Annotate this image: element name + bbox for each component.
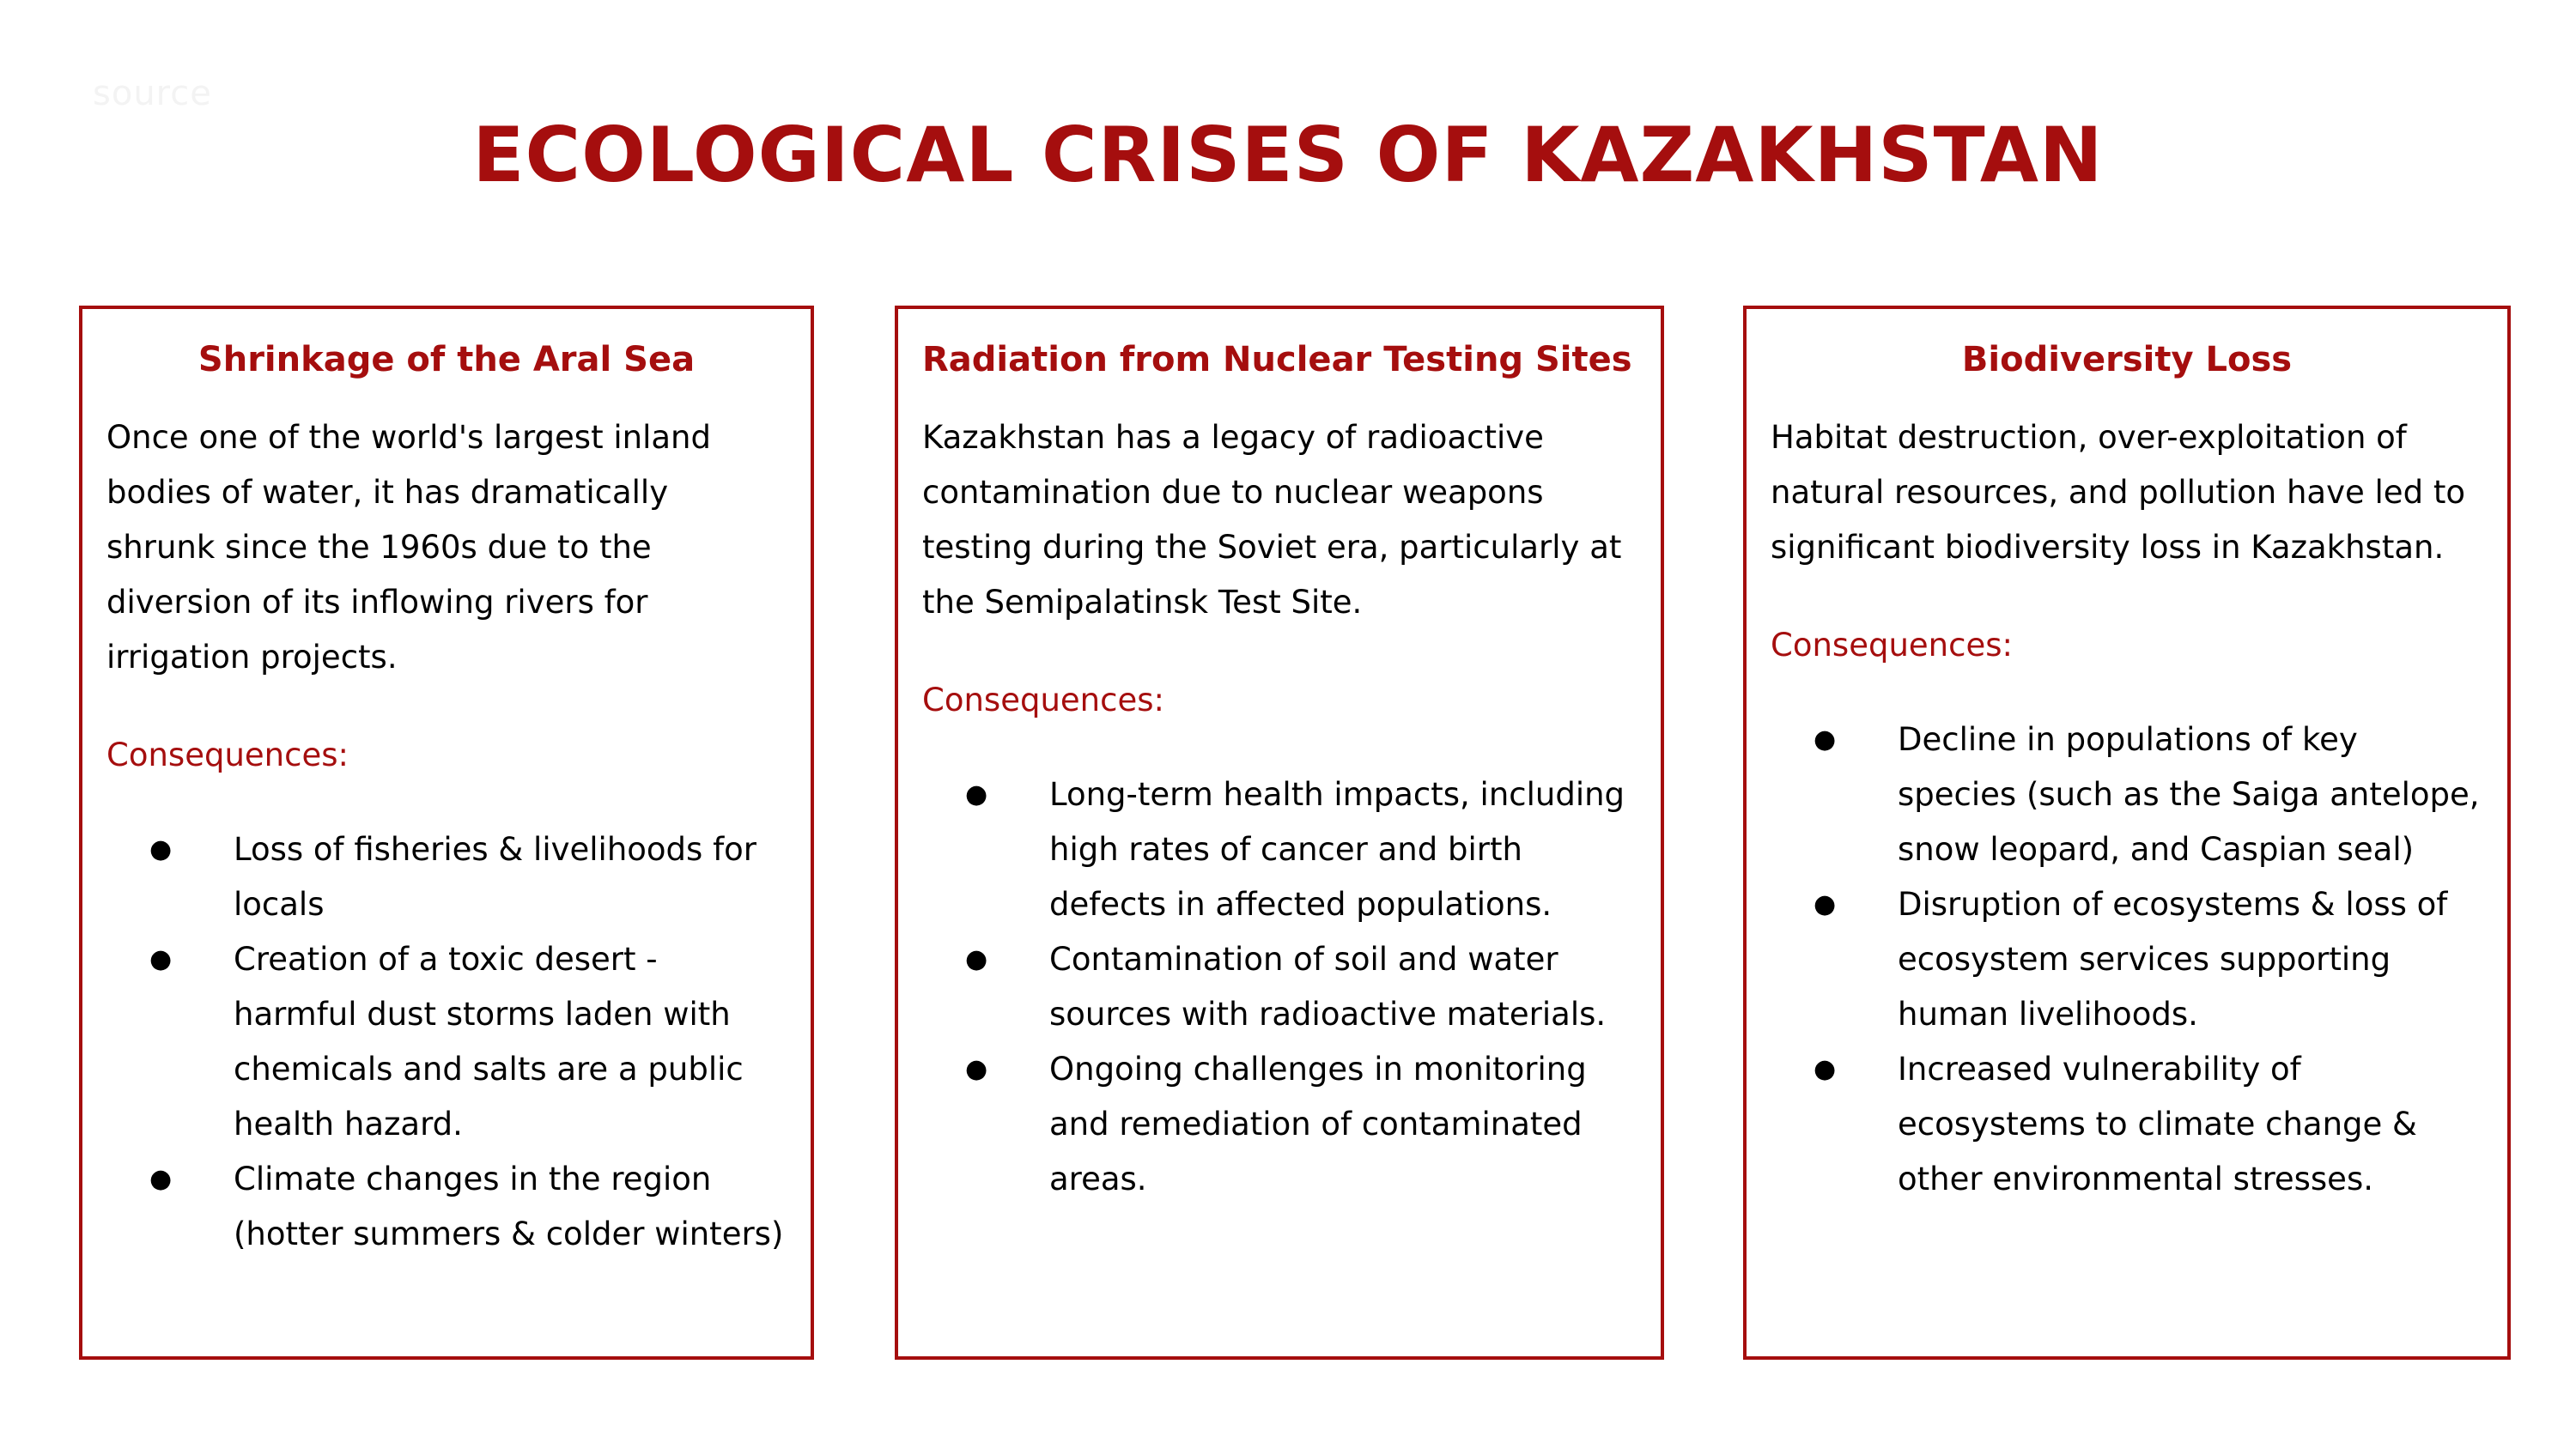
list-item-text: Contamination of soil and water sources with radioactive materials. <box>1049 941 1607 1033</box>
list-item-text: Disruption of ecosystems & loss of ecosystem services supporting human livelihoods. <box>1898 886 2448 1033</box>
list-item <box>922 767 1637 932</box>
consequences-label: Consequences: <box>1771 627 2013 664</box>
consequences-label: Consequences: <box>922 682 1164 718</box>
list-item-text: Increased vulnerability of ecosystems to climate change & other environmental stresses. <box>1898 1051 2417 1197</box>
consequences-label: Consequences: <box>106 737 349 773</box>
list-item-text: Creation of a toxic desert - harmful dust storms laden with chemicals and salts are a public health hazard. <box>234 941 744 1143</box>
consequences-list <box>1771 712 2483 1207</box>
list-item <box>106 822 787 932</box>
consequences-list <box>922 767 1637 1207</box>
list-item <box>1771 877 2483 1042</box>
bullet-dot-icon: ● <box>149 834 173 864</box>
card-nuclear-radiation <box>895 306 1664 1360</box>
list-item-text: Climate changes in the region (hotter summers & colder winters) <box>234 1161 784 1252</box>
card-description: Once one of the world's largest inland bodies of water, it has dramatically shrunk since the 1960s due to the diversion of its inflowing rivers for irrigation projects. <box>106 419 711 676</box>
list-item-text: Ongoing challenges in monitoring and remediation of contaminated areas. <box>1049 1051 1587 1197</box>
card-aral-sea <box>79 306 814 1360</box>
card-biodiversity-loss <box>1743 306 2511 1360</box>
page-title: ECOLOGICAL CRISES OF KAZAKHSTAN <box>472 111 2104 199</box>
consequences-list <box>106 822 787 1262</box>
bullet-dot-icon: ● <box>149 944 173 974</box>
bullet-dot-icon: ● <box>1814 724 1837 755</box>
list-item-text: Decline in populations of key species (such as the Saiga antelope, snow leopard, and Caspian seal) <box>1898 721 2480 868</box>
bullet-dot-icon: ● <box>149 1164 173 1194</box>
list-item-text: Loss of fisheries & livelihoods for locals <box>234 831 756 923</box>
card-title: Shrinkage of the Aral Sea <box>197 340 696 379</box>
card-description: Habitat destruction, over-exploitation of natural resources, and pollution have led to significant biodiversity loss in Kazakhstan. <box>1771 419 2465 566</box>
list-item <box>922 1042 1637 1207</box>
bullet-dot-icon: ● <box>965 944 988 974</box>
bullet-dot-icon: ● <box>965 1054 988 1084</box>
bullet-dot-icon: ● <box>965 779 988 809</box>
list-item <box>1771 712 2483 877</box>
list-item-text: Long-term health impacts, including high rates of cancer and birth defects in affected populations. <box>1049 776 1625 923</box>
list-item <box>1771 1042 2483 1207</box>
card-title: Biodiversity Loss <box>1961 340 2293 379</box>
bullet-dot-icon: ● <box>1814 889 1837 919</box>
card-description: Kazakhstan has a legacy of radioactive contamination due to nuclear weapons testing during the Soviet era, particularly at the Semipalatinsk Test Site. <box>922 419 1622 621</box>
bullet-dot-icon: ● <box>1814 1054 1837 1084</box>
card-title: Radiation from Nuclear Testing Sites <box>922 340 1632 379</box>
source-label: source <box>93 74 212 113</box>
list-item <box>922 932 1637 1042</box>
list-item <box>106 932 787 1152</box>
list-item <box>106 1152 787 1262</box>
